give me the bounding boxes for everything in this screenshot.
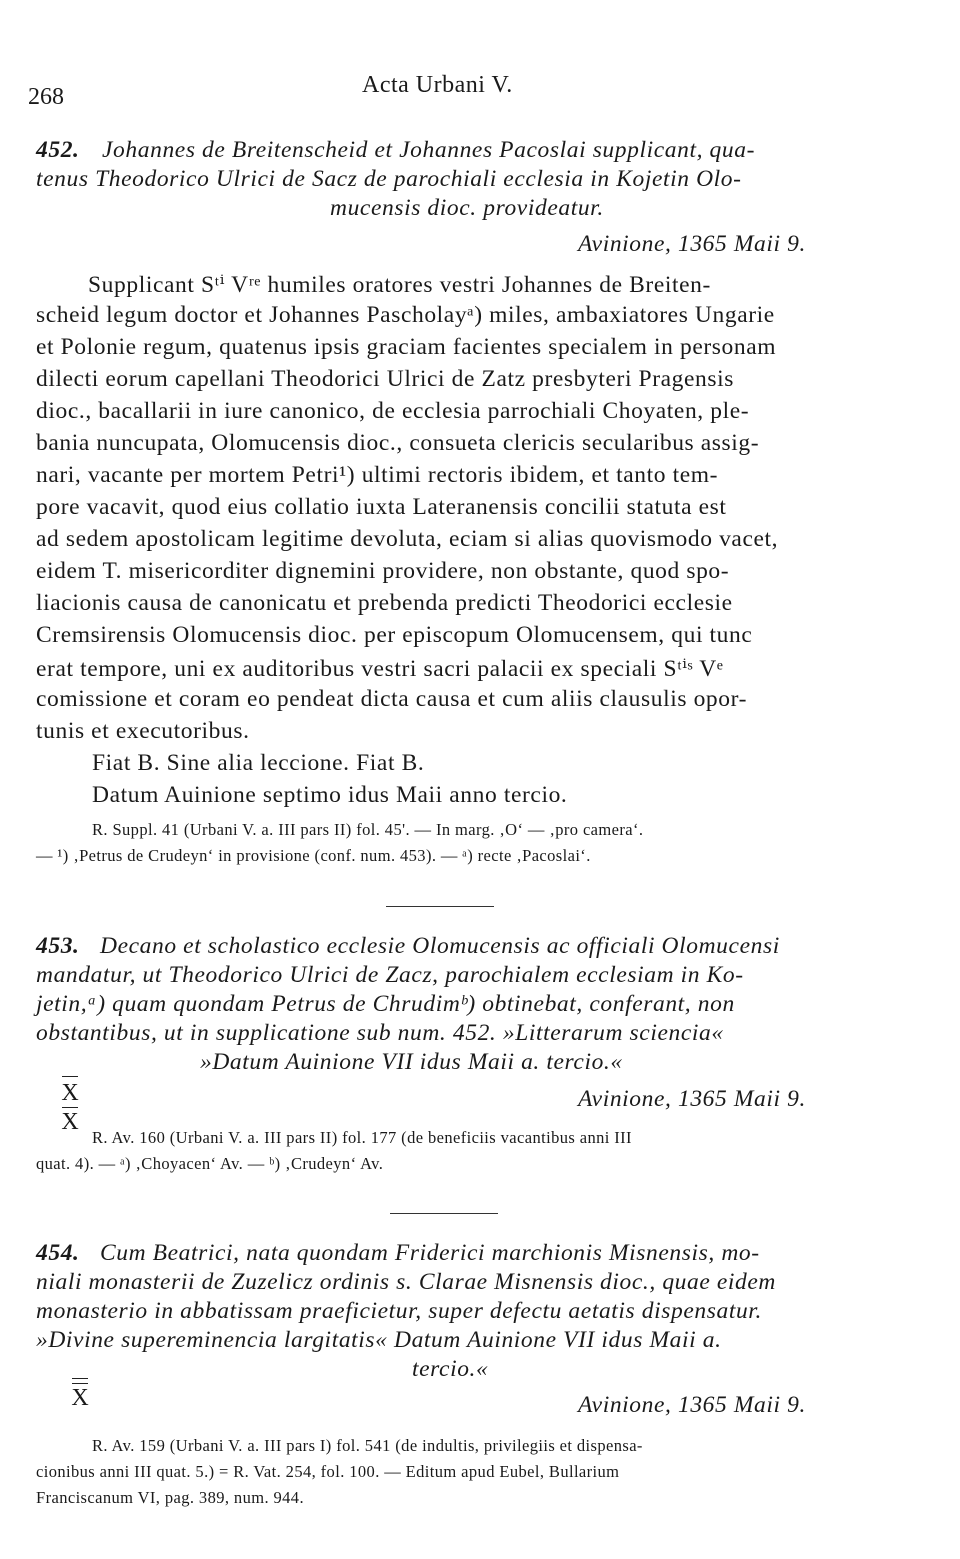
scribe-mark: X X [58,1076,82,1134]
entry-title-line: tercio.« [412,1356,489,1382]
entry-title-line: jetin,ᵃ) quam quondam Petrus de Chrudimᵇ) obtinebat, conferant, non [36,991,735,1017]
body-line: liacionis causa de canonicatu et prebenda predicti Theodorici ecclesie [36,590,733,616]
footnote-line: R. Av. 160 (Urbani V. a. III pars II) fol. 177 (de beneficiis vacantibus anni III [92,1128,632,1147]
body-line: et Polonie regum, quatenus ipsis graciam facientes specialem in personam [36,334,777,360]
entry-453-heading [36,933,780,960]
body-line: scheid legum doctor et Johannes Pascholayᵃ) miles, ambaxiatores Ungarie [36,302,775,328]
entry-title-line: obstantibus, ut in supplicatione sub num. 452. »Litterarum sciencia« [36,1020,724,1046]
footnote-line: — ¹) ‚Petrus de Crudeyn‘ in provisione (conf. num. 453). — ᵃ) recte ‚Pacoslai‘. [36,846,591,865]
entry-454-heading [36,1240,760,1267]
entry-title-line: mucensis dioc. provideatur. [330,195,604,221]
section-divider [386,906,494,907]
body-line: comissione et coram eo pendeat dicta causa et cum aliis clausulis opor- [36,686,747,712]
running-title: Acta Urbani V. [362,72,513,98]
body-line: dilecti eorum capellani Theodorici Ulrici de Zatz presbyteri Pragensis [36,366,735,392]
entry-title-line: Decano et scholastico ecclesie Olomucensis ac officiali Olomucensi [100,933,780,959]
entry-title-line: »Datum Auinione VII idus Maii a. tercio.« [200,1049,623,1075]
entry-number: 453. [36,933,80,959]
entry-date: Avinione, 1365 Maii 9. [578,231,806,257]
body-line: eidem T. misericorditer dignemini providere, non obstante, quod spo- [36,558,730,584]
entry-title-line: monasterio in abbatissam praeficietur, super defectu aetatis dispensatur. [36,1298,762,1324]
entry-title-line: mandatur, ut Theodorico Ulrici de Zacz, parochialem ecclesiam in Ko- [36,962,744,988]
overline [62,1076,78,1077]
entry-title-line: »Divine supereminencia largitatis« Datum Auinione VII idus Maii a. [36,1327,722,1353]
footnote-line: cionibus anni III quat. 5.) = R. Vat. 254, fol. 100. — Editum apud Eubel, Bullarium [36,1462,620,1481]
entry-number: 452. [36,137,80,163]
body-line: Cremsirensis Olomucensis dioc. per episcopum Olomucensem, qui tunc [36,622,753,648]
footnote-line: R. Av. 159 (Urbani V. a. III pars I) fol. 541 (de indultis, privilegiis et dispensa- [92,1436,643,1455]
body-line: Supplicant Sᵗⁱ Vʳᵉ humiles oratores vestri Johannes de Breiten- [88,272,711,298]
fraction-bar [62,1107,78,1108]
page-number: 268 [28,84,64,110]
entry-title-line: niali monasterii de Zuzelicz ordinis s. Clarae Misnensis dioc., quae eidem [36,1269,777,1295]
body-line: erat tempore, uni ex auditoribus vestri sacri palacii ex speciali Sᵗⁱˢ Vᵉ [36,656,724,682]
body-line: pore vacavit, quod eius collatio iuxta Lateranensis concilii statuta est [36,494,727,520]
datum-line: Datum Auinione septimo idus Maii anno tercio. [92,782,568,808]
footnote-line: quat. 4). — ᵃ) ‚Choyacen‘ Av. — ᵇ) ‚Crudeyn‘ Av. [36,1154,384,1173]
overline [72,1378,88,1379]
fiat-line: Fiat B. Sine alia leccione. Fiat B. [92,750,425,776]
entry-452-heading [36,137,755,164]
scribe-mark: X [68,1378,92,1410]
body-line: ad sedem apostolicam legitime devoluta, eciam si alias quovismodo vacet, [36,526,779,552]
entry-title-line: Johannes de Breitenscheid et Johannes Pacoslai supplicant, qua- [102,137,756,163]
body-line: nari, vacante per mortem Petri¹) ultimi rectoris ibidem, et tanto tem- [36,462,719,488]
overline [72,1383,88,1384]
body-line: dioc., bacallarii in iure canonico, de ecclesia parrochiali Choyaten, ple- [36,398,750,424]
footnote-line: R. Suppl. 41 (Urbani V. a. III pars II) fol. 45'. — In marg. ‚O‘ — ‚pro camera‘. [92,820,644,839]
entry-number: 454. [36,1240,80,1266]
entry-title-line: tenus Theodorico Ulrici de Sacz de parochiali ecclesia in Kojetin Olo- [36,166,742,192]
body-line: bania nuncupata, Olomucensis dioc., consueta clericis secularibus assig- [36,430,760,456]
entry-date: Avinione, 1365 Maii 9. [578,1392,806,1418]
entry-title-line: Cum Beatrici, nata quondam Friderici marchionis Misnensis, mo- [100,1240,760,1266]
body-line: tunis et executoribus. [36,718,250,744]
section-divider [390,1213,498,1214]
entry-date: Avinione, 1365 Maii 9. [578,1086,806,1112]
footnote-line: Franciscanum VI, pag. 389, num. 944. [36,1488,304,1507]
